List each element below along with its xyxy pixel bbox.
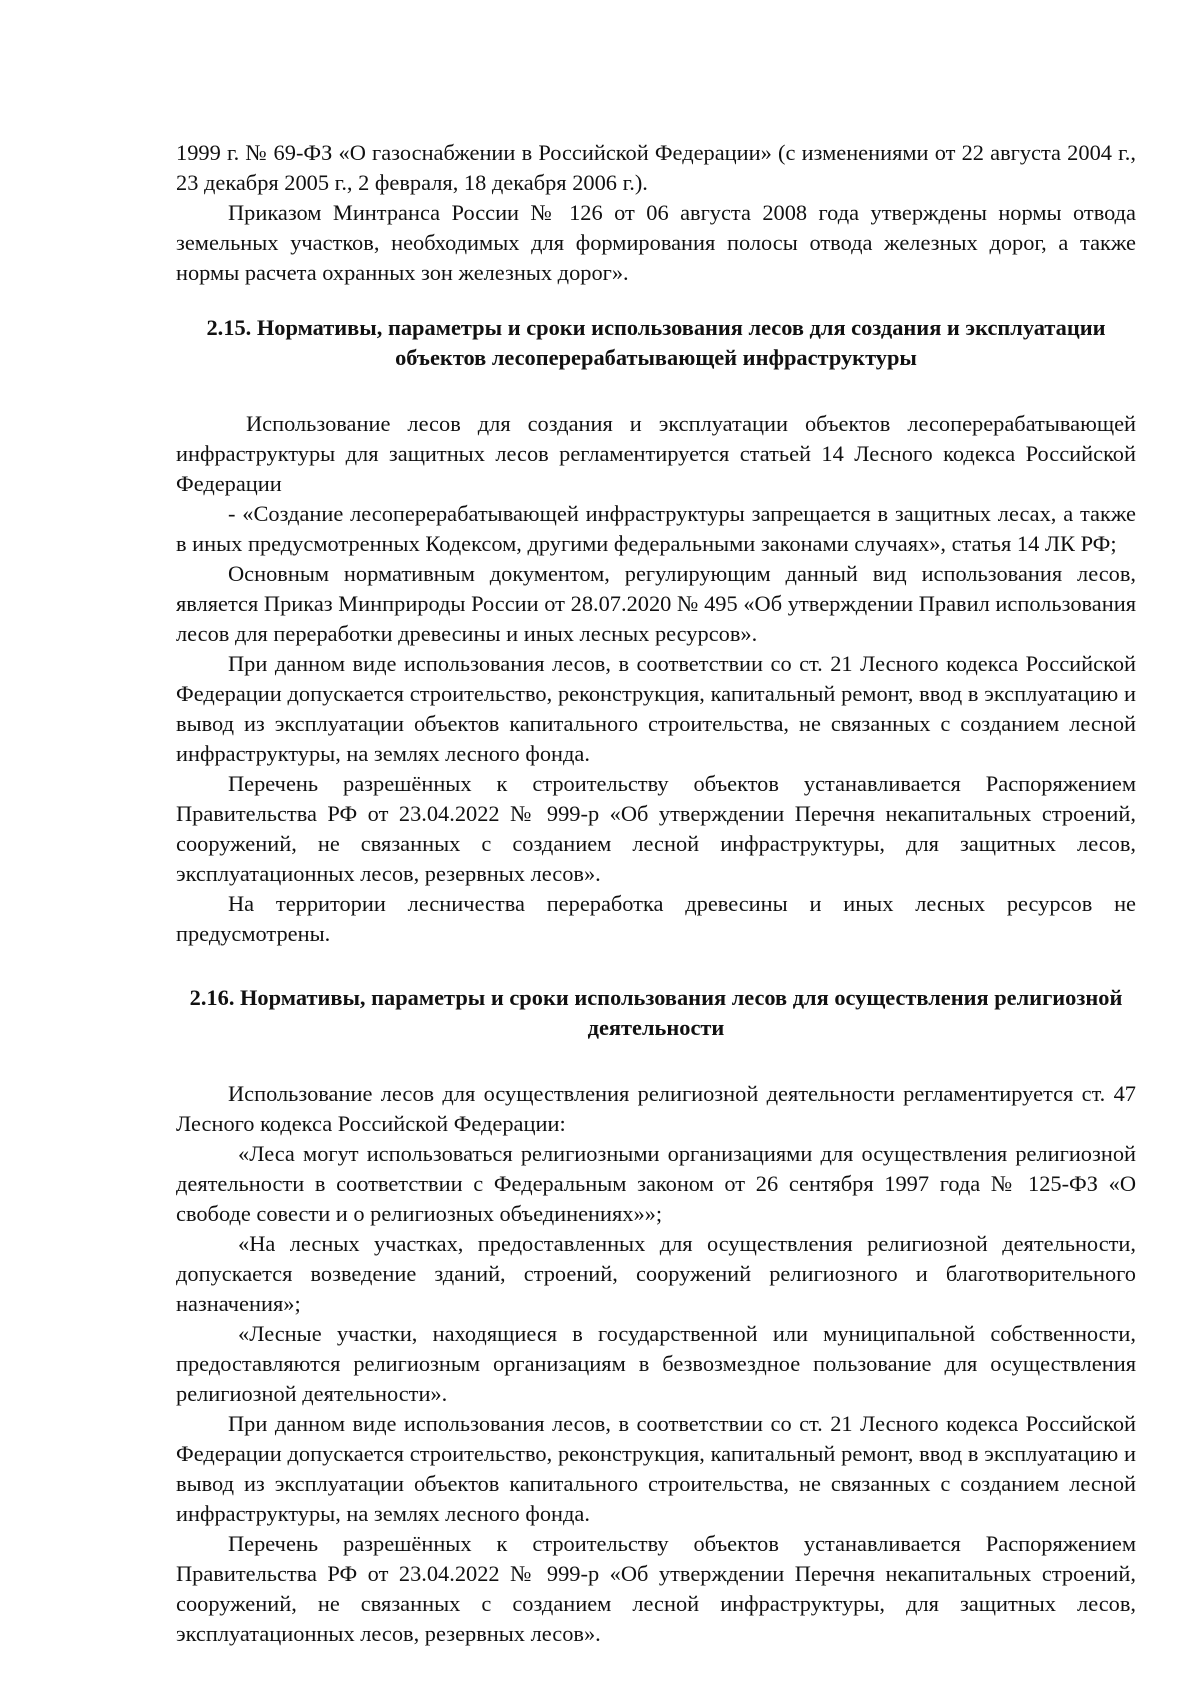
section-2-15-title: 2.15. Нормативы, параметры и сроки использования лесов для создания и эксплуатации объектов лесоперерабатывающей инфраструктуры — [206, 315, 1106, 370]
section-2-15-paragraph: Использование лесов для создания и эксплуатации объектов лесоперерабатывающей инфраструктуры для защитных лесов регламентируется статьей 14 Лесного кодекса Российской Федерации — [176, 411, 1136, 496]
section-2-16-title: 2.16. Нормативы, параметры и сроки использования лесов для осуществления религиозной деятельности — [189, 985, 1123, 1040]
document-page — [176, 138, 1136, 1649]
section-2-15-paragraph: Перечень разрешённых к строительству объектов устанавливается Распоряжением Правительства РФ от 23.04.2022 № 999-р «Об утверждении Перечня некапитальных строений, сооружений, не связанных с созданием лесной инфраструктуры, для защитных лесов, эксплуатационных лесов, резервных лесов». — [176, 771, 1136, 886]
section-2-16-paragraph: Перечень разрешённых к строительству объектов устанавливается Распоряжением Правительства РФ от 23.04.2022 № 999-р «Об утверждении Перечня некапитальных строений, сооружений, не связанных с созданием лесной инфраструктуры, для защитных лесов, эксплуатационных лесов, резервных лесов». — [176, 1531, 1136, 1646]
intro-paragraph-1: 1999 г. № 69-ФЗ «О газоснабжении в Российской Федерации» (с изменениями от 22 августа 2004 г., 23 декабря 2005 г., 2 февраля, 18 декабря 2006 г.). — [176, 140, 1136, 195]
section-2-15-paragraph: На территории лесничества переработка древесины и иных лесных ресурсов не предусмотрены. — [176, 891, 1136, 946]
section-2-16-paragraph: При данном виде использования лесов, в соответствии со ст. 21 Лесного кодекса Российской Федерации допускается строительство, реконструкция, капитальный ремонт, ввод в эксплуатацию и вывод из эксплуатации объектов капитального строительства, не связанных с созданием лесной инфраструктуры, на землях лесного фонда. — [176, 1411, 1136, 1526]
section-2-16-quote: «Леса могут использоваться религиозными организациями для осуществления религиозной деятельности в соответствии с Федеральным законом от 26 сентября 1997 года № 125-ФЗ «О свободе совести и о религиозных объединениях»»; — [176, 1141, 1136, 1226]
section-2-16-paragraph: Использование лесов для осуществления религиозной деятельности регламентируется ст. 47 Лесного кодекса Российской Федерации: — [176, 1081, 1136, 1136]
intro-paragraph-2: Приказом Минтранса России № 126 от 06 августа 2008 года утверждены нормы отвода земельных участков, необходимых для формирования полосы отвода железных дорог, а также нормы расчета охранных зон железных дорог». — [176, 200, 1136, 285]
section-2-16-quote: «Лесные участки, находящиеся в государственной или муниципальной собственности, предоставляются религиозным организациям в безвозмездное пользование для осуществления религиозной деятельности». — [176, 1321, 1136, 1406]
section-2-15-paragraph: Основным нормативным документом, регулирующим данный вид использования лесов, является Приказ Минприроды России от 28.07.2020 № 495 «Об утверждении Правил использования лесов для переработки древесины и иных лесных ресурсов». — [176, 561, 1136, 646]
section-2-16-quote: «На лесных участках, предоставленных для осуществления религиозной деятельности, допускается возведение зданий, строений, сооружений религиозного и благотворительного назначения»; — [176, 1231, 1136, 1316]
section-2-15-paragraph: - «Создание лесоперерабатывающей инфраструктуры запрещается в защитных лесах, а также в иных предусмотренных Кодексом, другими федеральными законами случаях», статья 14 ЛК РФ; — [176, 501, 1136, 556]
section-2-15-paragraph: При данном виде использования лесов, в соответствии со ст. 21 Лесного кодекса Российской Федерации допускается строительство, реконструкция, капитальный ремонт, ввод в эксплуатацию и вывод из эксплуатации объектов капитального строительства, не связанных с созданием лесной инфраструктуры, на землях лесного фонда. — [176, 651, 1136, 766]
